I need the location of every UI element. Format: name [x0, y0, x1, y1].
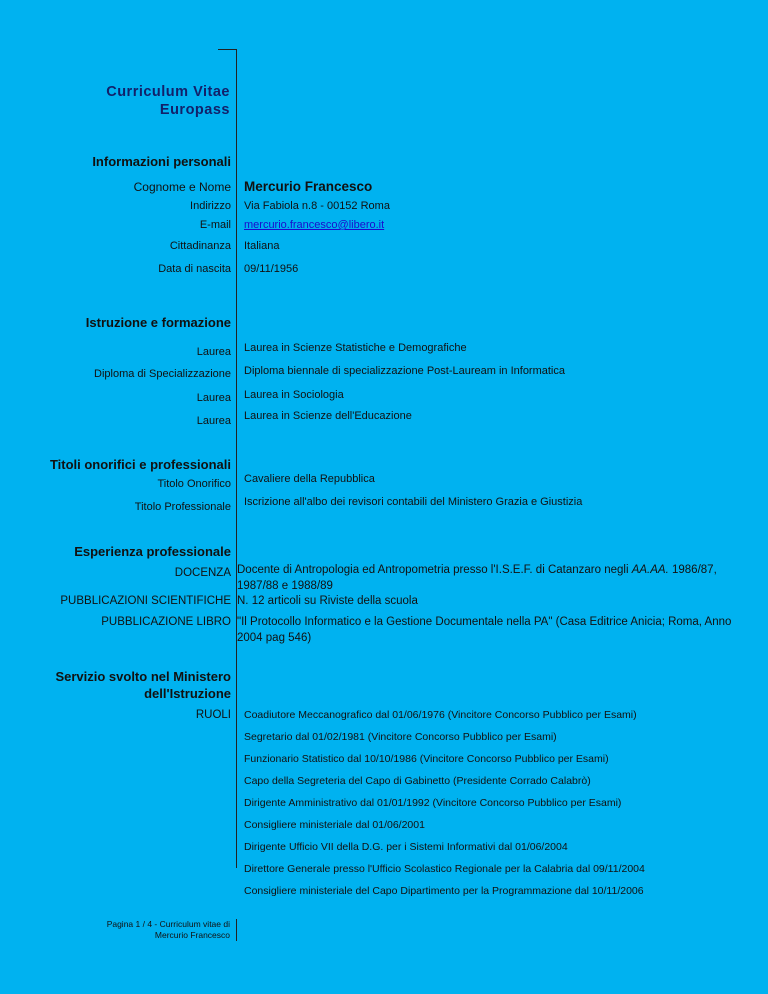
- label-ruoli: RUOLI: [195, 709, 231, 721]
- label-edu-4: Laurea: [196, 415, 231, 427]
- list-item: Direttore Generale presso l'Ufficio Scolastico Regionale per la Calabria dal 09/11/2004: [244, 863, 645, 875]
- footer-divider-line: [236, 919, 237, 941]
- list-item: Consigliere ministeriale dal 01/06/2001: [244, 819, 425, 831]
- label-edu-3: Laurea: [196, 392, 231, 404]
- label-edu-2: Diploma di Specializzazione: [94, 368, 231, 380]
- section-experience: Esperienza professionale: [74, 544, 231, 559]
- value-address: Via Fabiola n.8 - 00152 Roma: [244, 200, 390, 212]
- list-item: Coadiutore Meccanografico dal 01/06/1976 (Vincitore Concorso Pubblico per Esami): [244, 709, 637, 721]
- docenza-text-line2: 1987/88 e 1988/89: [237, 580, 333, 592]
- label-address: Indirizzo: [190, 200, 231, 212]
- list-item: Dirigente Ufficio VII della D.G. per i Sistemi Informativi dal 01/06/2004: [244, 841, 568, 853]
- pub-lib-line1: "Il Protocollo Informatico e la Gestione Documentale nella PA" (Casa Editrice Anicia; Roma, Anno: [237, 616, 732, 628]
- value-pub-lib: [237, 614, 737, 646]
- value-citizenship: Italiana: [244, 240, 280, 252]
- value-name: Mercurio Francesco: [244, 179, 373, 194]
- value-title-prof: Iscrizione all'albo dei revisori contabili del Ministero Grazia e Giustizia: [244, 496, 583, 508]
- value-edu-1: Laurea in Scienze Statistiche e Demografiche: [244, 342, 467, 354]
- value-edu-2: Diploma biennale di specializzazione Post-Lauream in Informatica: [244, 365, 565, 377]
- page-footer: [60, 919, 230, 941]
- docenza-text: Docente di Antropologia ed Antropometria presso l'I.S.E.F. di Catanzaro negli: [237, 564, 629, 576]
- value-edu-3: Laurea in Sociologia: [244, 389, 344, 401]
- label-title-honor: Titolo Onorifico: [157, 478, 231, 490]
- label-name: Cognome e Nome: [133, 180, 231, 194]
- footer-line1: Pagina 1 / 4 - Curriculum vitae di: [106, 919, 230, 929]
- section-titles: Titoli onorifici e professionali: [49, 457, 231, 472]
- cv-title-line1: Curriculum Vitae: [106, 84, 230, 100]
- label-email: E-mail: [199, 219, 231, 231]
- label-citizenship: Cittadinanza: [169, 240, 231, 252]
- footer-line2: Mercurio Francesco: [154, 930, 230, 940]
- value-birthdate: 09/11/1956: [244, 263, 299, 275]
- label-pub-sci: PUBBLICAZIONI SCIENTIFICHE: [60, 595, 231, 607]
- docenza-text-end: 1986/87,: [672, 564, 717, 576]
- label-docenza: DOCENZA: [174, 567, 231, 579]
- pub-lib-line2: 2004 pag 546): [237, 632, 312, 644]
- cv-title-line2: Europass: [159, 102, 230, 118]
- section-service: [20, 668, 231, 702]
- label-birthdate: Data di nascita: [158, 263, 231, 275]
- value-edu-4: Laurea in Scienze dell'Educazione: [244, 410, 412, 422]
- divider-line: [236, 49, 237, 868]
- section-service-line1: Servizio svolto nel Ministero: [55, 669, 231, 684]
- list-item: Capo della Segreteria del Capo di Gabinetto (Presidente Corrado Calabrò): [244, 775, 591, 787]
- list-item: Consigliere ministeriale del Capo Dipartimento per la Programmazione dal 10/11/2006: [244, 885, 644, 897]
- value-docenza: [237, 562, 737, 594]
- cv-title: [60, 83, 230, 119]
- label-title-prof: Titolo Professionale: [134, 501, 231, 513]
- label-edu-1: Laurea: [196, 346, 231, 358]
- section-personal-info: Informazioni personali: [92, 154, 231, 169]
- value-pub-sci: N. 12 articoli su Riviste della scuola: [237, 595, 418, 607]
- section-education: Istruzione e formazione: [85, 315, 231, 330]
- list-item: Funzionario Statistico dal 10/10/1986 (Vincitore Concorso Pubblico per Esami): [244, 753, 609, 765]
- email-link[interactable]: mercurio.francesco@libero.it: [244, 219, 385, 231]
- docenza-italic: AA.AA.: [631, 564, 669, 576]
- section-service-line2: dell'Istruzione: [144, 686, 231, 701]
- label-pub-lib: PUBBLICAZIONE LIBRO: [101, 616, 231, 628]
- corner-line: [218, 49, 236, 50]
- list-item: Dirigente Amministrativo dal 01/01/1992 (Vincitore Concorso Pubblico per Esami): [244, 797, 622, 809]
- list-item: Segretario dal 01/02/1981 (Vincitore Concorso Pubblico per Esami): [244, 731, 557, 743]
- value-title-honor: Cavaliere della Repubblica: [244, 473, 375, 485]
